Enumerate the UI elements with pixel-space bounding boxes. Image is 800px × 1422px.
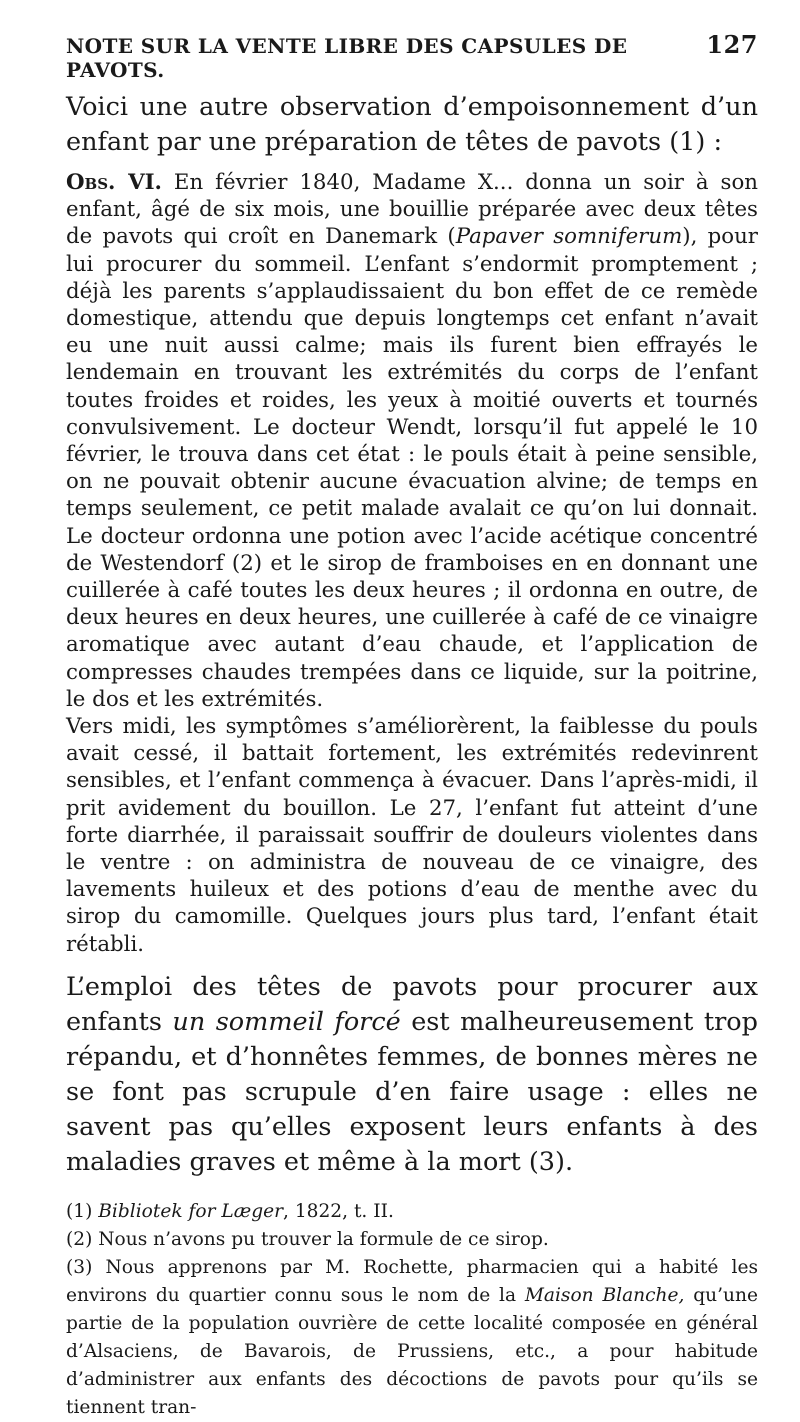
footnote-mark: (3) xyxy=(66,1256,106,1278)
observation-continuation: Vers midi, les symptômes s’améliorèrent, la faiblesse du pouls avait cessé, il battait fortement, les extrémités redevinrent sensibles, et l’enfant commença à évacuer. Dans l’après-midi, il prit avidement du bouillon. Le 27, l’enfant fut atteint d’une forte diarrhée, il paraissait souffrir de douleurs violentes dans le ventre : on administra de nouveau de ce vinaigre, des lavements huileux et des potions d’eau de menthe avec du sirop du camomille. Quelques jours plus tard, l’enfant était rétabli. xyxy=(66,714,758,957)
footnote-text: Nous apprenons par M. Rochette, pharmacien qui a habité les environs du quartier connu sous le nom de la xyxy=(66,1256,758,1306)
species-name: Papaver somniferum xyxy=(455,224,683,250)
footnote-text: qu’une partie de la population ouvrière de cette localité composée en général d’Alsaciens, de Bavarois, de Prussiens, etc., a pour habitude d’administrer aux enfants des décoctions de pavots pour qu’ils se tiennent tran- xyxy=(66,1284,758,1418)
observation-label: Obs. VI. xyxy=(66,170,162,195)
observation-paragraph xyxy=(66,169,758,713)
footnote-place: Maison Blanche, xyxy=(524,1284,685,1306)
footnote-mark: (1) xyxy=(66,1200,99,1222)
footnote-2 xyxy=(66,1226,758,1254)
main-paragraph xyxy=(66,970,758,1180)
main-text-1: L’emploi des têtes de pavots pour procurer aux enfants xyxy=(66,971,758,1037)
observation-text-2: ), pour lui procurer du sommeil. L’enfant s’endormit promptement ; déjà les parents s’applaudissaient du bon effet de ce remède domestique, attendu que depuis longtemps cet enfant n’avait eu une nuit aussi calme; mais ils furent bien effrayés le lendemain en trouvant les extrémités du corps de l’enfant toutes froides et roides, les yeux à moitié ouverts et tournés convulsivement. Le docteur Wendt, lorsqu’il fut appelé le 10 février, le trouva dans cet état : le pouls était à peine sensible, on ne pouvait obtenir aucune évacuation alvine; de temps en temps seulement, ce petit malade avalait ce qu’on lui donnait. Le docteur ordonna une potion avec l’acide acétique concentré de Westendorf (2) et le sirop de framboises en en donnant une cuillerée à café toutes les deux heures ; il ordonna en outre, de deux heures en deux heures, une cuillerée à café de ce vinaigre aromatique avec autant d’eau chaude, et l’application de compresses chaudes trempées dans ce liquide, sur la poitrine, le dos et les extrémités. xyxy=(66,224,758,712)
intro-paragraph: Voici une autre observation d’empoisonnement d’un enfant par une préparation de têtes de pavots (1) : xyxy=(66,92,758,157)
observation-text-1: En février 1840, Madame X... donna un soir à son enfant, âgé de six mois, une bouillie préparée avec deux têtes de pavots qui croît en Danemark ( xyxy=(66,170,759,250)
footnote-3 xyxy=(66,1254,758,1422)
main-text-2: est malheureusement trop répandu, et d’honnêtes femmes, de bonnes mères ne se font pas scrupule d’en faire usage : elles ne savent pas qu’elles exposent leurs enfants à des maladies graves et même à la mort (3). xyxy=(66,1006,758,1177)
footnote-1 xyxy=(66,1198,758,1226)
footnote-text: Nous n’avons pu trouver la formule de ce sirop. xyxy=(98,1228,549,1250)
running-title: NOTE SUR LA VENTE LIBRE DES CAPSULES DE PAVOTS. xyxy=(66,34,628,82)
footnote-title: Bibliotek for Læger xyxy=(98,1200,283,1222)
page-number: 127 xyxy=(706,30,758,59)
main-emphasis: un sommeil forcé xyxy=(172,1006,401,1037)
footnotes xyxy=(66,1198,758,1422)
running-head xyxy=(66,30,758,82)
footnote-text: , 1822, t. II. xyxy=(283,1200,394,1222)
footnote-mark: (2) xyxy=(66,1228,99,1250)
